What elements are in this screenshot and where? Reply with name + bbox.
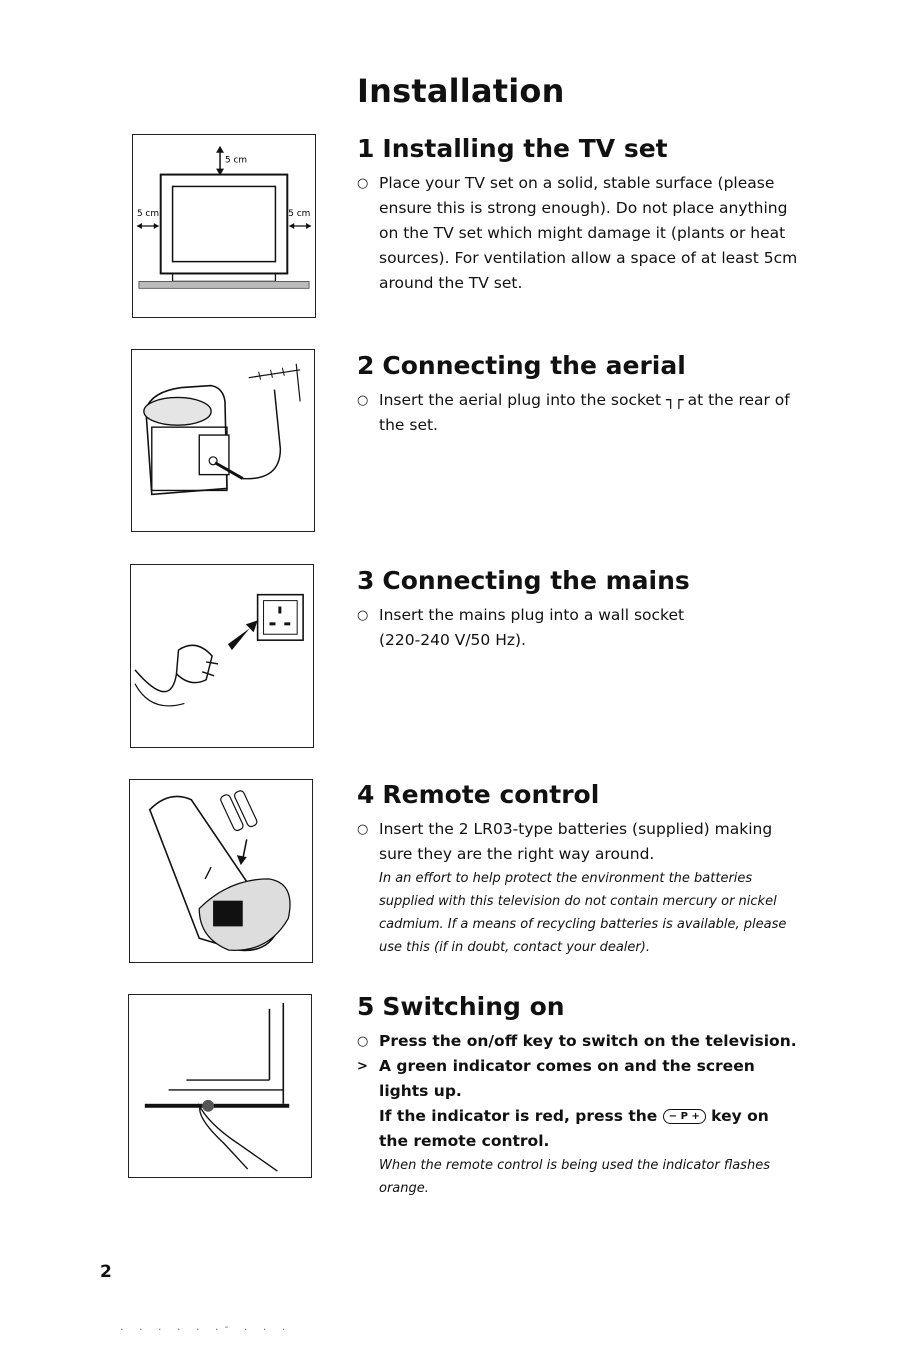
aerial-socket-icon: ┐┌: [665, 391, 683, 409]
section-heading: 3 Connecting the mains: [357, 566, 690, 595]
section-heading: 5 Switching on: [357, 992, 565, 1021]
circle-bullet-icon: ○: [357, 176, 369, 191]
circle-bullet-icon: ○: [357, 822, 369, 837]
switch-on-illustration: [128, 994, 312, 1178]
indicator-note: When the remote control is being used the indicator flashes orange.: [379, 1158, 770, 1196]
section-switching-on: [357, 992, 807, 1200]
section-heading: 1 Installing the TV set: [357, 134, 668, 163]
section-remote-control: [357, 780, 807, 959]
remote-control-illustration: [129, 779, 313, 963]
left-clearance-label: 5 cm: [136, 209, 159, 220]
arrow-bullet-icon: >: [357, 1059, 368, 1074]
result-item: > A green indicator comes on and the screen lights up. If the indicator is red, press the − P + key on the remote control.: [357, 1054, 807, 1154]
instruction-item: ○ Insert the mains plug into a wall socket (220-240 V/50 Hz).: [357, 603, 807, 653]
section-installing-tv-set: [357, 134, 807, 296]
instruction-item: ○ Insert the aerial plug into the socket ┐┌ at the rear of the set.: [357, 388, 807, 438]
section-connecting-mains: [357, 566, 807, 653]
environment-note: In an effort to help protect the environment the batteries supplied with this television do not contain mercury or nickel cadmium. If a means of recycling batteries is available, please use this (if in doubt, contact your dealer).: [379, 871, 787, 955]
circle-bullet-icon: ○: [357, 1034, 369, 1049]
section-heading: 2 Connecting the aerial: [357, 351, 686, 380]
instruction-item: ○ Press the on/off key to switch on the television.: [357, 1029, 807, 1054]
top-clearance-label: 5 cm: [224, 155, 248, 166]
aerial-connection-illustration: [131, 349, 315, 532]
page-number: 2: [100, 1262, 112, 1282]
instruction-item: ○ Place your TV set on a solid, stable surface (please ensure this is strong enough). Do not place anything on the TV set which might damage it (plants or heat sources). For ventilation allow a space of at least 5cm around the TV set.: [357, 171, 807, 296]
right-clearance-label: 5 cm: [288, 209, 311, 220]
page-title: Installation: [357, 72, 565, 110]
section-heading: 4 Remote control: [357, 780, 600, 809]
program-key-icon: − P +: [663, 1109, 706, 1124]
footer-marks: . . . . . .- . . .: [120, 1320, 292, 1333]
mains-connection-illustration: [130, 564, 314, 748]
circle-bullet-icon: ○: [357, 608, 369, 623]
section-connecting-aerial: [357, 351, 807, 438]
circle-bullet-icon: ○: [357, 393, 369, 408]
instruction-item: ○ Insert the 2 LR03-type batteries (supplied) making sure they are the right way around.: [357, 817, 807, 867]
tv-clearance-illustration: [132, 134, 316, 318]
